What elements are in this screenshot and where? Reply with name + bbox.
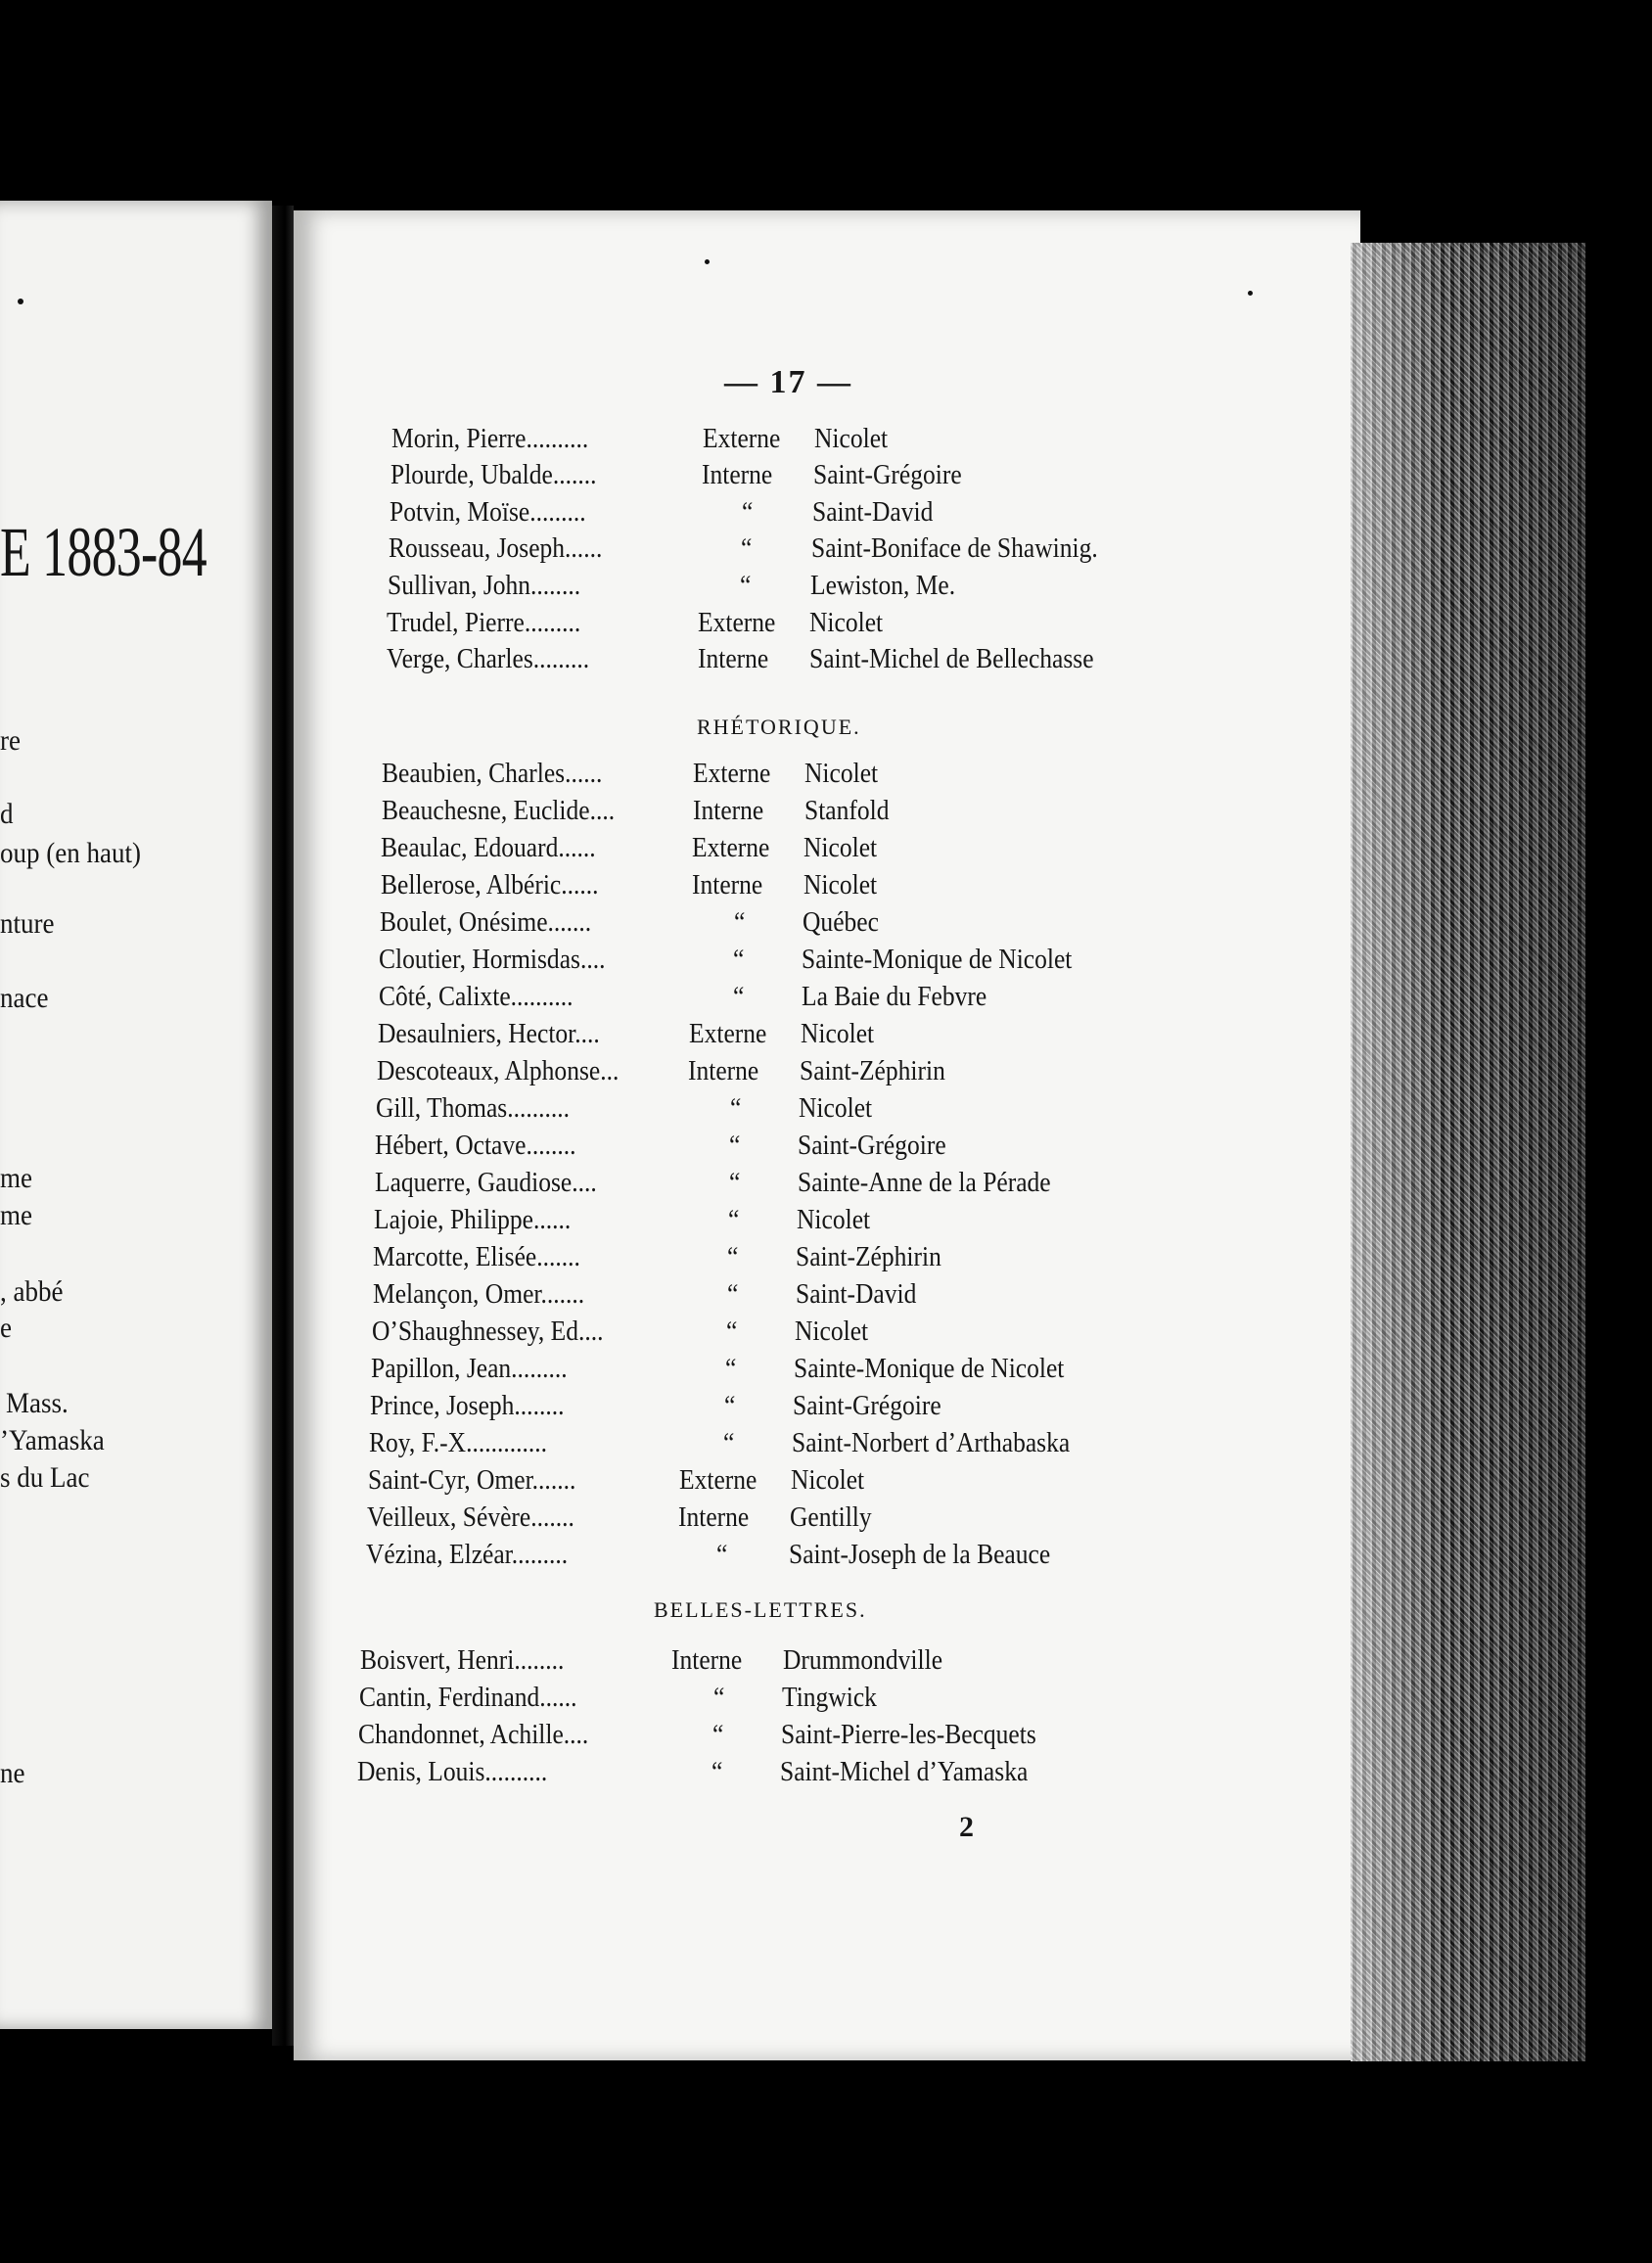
student-origin: Nicolet <box>795 1316 869 1347</box>
left-page-fragment: nace <box>0 982 49 1014</box>
student-origin: Nicolet <box>799 1092 873 1124</box>
student-status: “ <box>741 532 753 564</box>
left-page-fragment: nture <box>0 907 55 940</box>
student-origin: Québec <box>803 906 879 938</box>
left-page-fragment: , abbé <box>0 1275 64 1308</box>
student-name: Descoteaux, Alphonse... <box>377 1055 620 1086</box>
student-status: Externe <box>679 1464 757 1496</box>
student-status: “ <box>713 1682 725 1713</box>
student-name: Plourde, Ubalde....... <box>390 459 597 490</box>
student-status: Interne <box>671 1644 743 1676</box>
student-origin: Nicolet <box>791 1464 865 1496</box>
student-status: Interne <box>698 643 769 674</box>
student-status: “ <box>740 570 752 601</box>
section-heading: BELLES-LETTRES. <box>654 1597 867 1622</box>
student-origin: Saint-Michel de Bellechasse <box>809 643 1094 674</box>
student-name: Potvin, Moïse......... <box>390 496 586 528</box>
student-status: “ <box>730 1092 742 1124</box>
student-origin: Saint-Zéphirin <box>796 1241 941 1272</box>
student-name: Saint-Cyr, Omer....... <box>368 1464 576 1496</box>
student-status: Interne <box>692 869 763 901</box>
student-status: “ <box>725 1353 737 1384</box>
student-origin: Stanfold <box>804 795 890 826</box>
student-name: Beauchesne, Euclide.... <box>382 795 616 826</box>
student-origin: Tingwick <box>782 1682 877 1713</box>
student-origin: Drummondville <box>783 1644 943 1676</box>
left-page-fragment: Mass. <box>6 1387 69 1419</box>
student-status: “ <box>723 1427 735 1458</box>
student-origin: Sainte-Monique de Nicolet <box>802 944 1073 975</box>
student-status: Externe <box>689 1018 767 1049</box>
student-status: Interne <box>678 1501 750 1533</box>
student-origin: Nicolet <box>803 832 878 863</box>
student-name: Verge, Charles......... <box>387 643 590 674</box>
student-name: Papillon, Jean......... <box>371 1353 568 1384</box>
ink-speck <box>705 259 710 264</box>
student-status: “ <box>716 1539 728 1570</box>
student-status: Interne <box>688 1055 759 1086</box>
student-name: Beaubien, Charles...... <box>382 758 603 789</box>
student-origin: La Baie du Febvre <box>802 981 987 1012</box>
student-status: “ <box>729 1167 741 1198</box>
student-name: Trudel, Pierre......... <box>387 607 581 638</box>
student-name: Veilleux, Sévère....... <box>367 1501 574 1533</box>
section-heading: RHÉTORIQUE. <box>697 715 861 739</box>
student-status: “ <box>727 1278 739 1310</box>
left-page-fragment: ’Yamaska <box>0 1424 105 1456</box>
student-origin: Gentilly <box>790 1501 872 1533</box>
student-status: “ <box>724 1390 736 1421</box>
left-page-fragment: d <box>0 798 14 830</box>
student-name: O’Shaughnessey, Ed.... <box>372 1316 604 1347</box>
ink-speck <box>1248 291 1253 296</box>
student-name: Laquerre, Gaudiose.... <box>375 1167 597 1198</box>
student-name: Chandonnet, Achille.... <box>358 1719 589 1750</box>
left-page-fragment: e <box>0 1312 12 1344</box>
student-status: “ <box>733 981 745 1012</box>
student-status: “ <box>711 1756 723 1787</box>
student-name: Morin, Pierre.......... <box>391 423 589 454</box>
student-origin: Saint-Pierre-les-Becquets <box>781 1719 1036 1750</box>
student-origin: Saint-Grégoire <box>793 1390 941 1421</box>
student-name: Beaulac, Edouard...... <box>381 832 596 863</box>
student-status: Interne <box>693 795 764 826</box>
student-origin: Saint-Grégoire <box>798 1130 946 1161</box>
student-name: Côté, Calixte.......... <box>379 981 574 1012</box>
student-status: “ <box>726 1316 738 1347</box>
student-status: “ <box>733 944 745 975</box>
student-status: “ <box>729 1130 741 1161</box>
student-origin: Lewiston, Me. <box>810 570 956 601</box>
student-origin: Saint-Grégoire <box>813 459 962 490</box>
left-page-fragment: me <box>0 1162 32 1194</box>
student-name: Gill, Thomas.......... <box>376 1092 571 1124</box>
student-name: Lajoie, Philippe...... <box>374 1204 572 1235</box>
student-name: Marcotte, Elisée....... <box>373 1241 580 1272</box>
student-origin: Nicolet <box>797 1204 871 1235</box>
student-status: Externe <box>703 423 781 454</box>
student-name: Vézina, Elzéar......... <box>366 1539 569 1570</box>
student-status: Externe <box>692 832 770 863</box>
student-origin: Nicolet <box>801 1018 875 1049</box>
student-origin: Nicolet <box>809 607 884 638</box>
student-origin: Sainte-Monique de Nicolet <box>794 1353 1065 1384</box>
student-origin: Saint-David <box>796 1278 917 1310</box>
student-name: Cantin, Ferdinand...... <box>359 1682 577 1713</box>
ink-speck <box>18 299 23 304</box>
left-page-fragment: re <box>0 724 21 757</box>
student-name: Melançon, Omer....... <box>373 1278 585 1310</box>
student-name: Denis, Louis.......... <box>357 1756 548 1787</box>
student-origin: Saint-Joseph de la Beauce <box>789 1539 1051 1570</box>
student-origin: Saint-Boniface de Shawinig. <box>811 532 1098 564</box>
student-status: “ <box>712 1719 724 1750</box>
student-status: Externe <box>698 607 776 638</box>
book-gutter <box>272 206 294 2046</box>
student-name: Desaulniers, Hector.... <box>378 1018 600 1049</box>
student-name: Cloutier, Hormisdas.... <box>379 944 606 975</box>
left-page-fragment: oup (en haut) <box>0 837 141 869</box>
left-page <box>0 201 272 2029</box>
left-page-fragment: s du Lac <box>0 1461 90 1494</box>
page-number: — 17 — <box>724 364 852 400</box>
student-name: Hébert, Octave........ <box>375 1130 576 1161</box>
student-origin: Nicolet <box>814 423 889 454</box>
student-status: Interne <box>702 459 773 490</box>
student-name: Sullivan, John........ <box>388 570 581 601</box>
left-page-fragment: ne <box>0 1757 25 1789</box>
page-edges <box>1351 243 1585 2061</box>
left-page-title-fragment: E 1883-84 <box>0 513 206 591</box>
student-origin: Saint-David <box>812 496 934 528</box>
student-origin: Saint-Michel d’Yamaska <box>780 1756 1029 1787</box>
student-origin: Saint-Zéphirin <box>800 1055 945 1086</box>
student-status: Externe <box>693 758 771 789</box>
student-name: Rousseau, Joseph...... <box>389 532 603 564</box>
student-name: Bellerose, Albéric...... <box>381 869 599 901</box>
student-name: Roy, F.-X............. <box>369 1427 548 1458</box>
signature-mark: 2 <box>959 1811 974 1843</box>
left-page-fragment: me <box>0 1199 32 1231</box>
student-status: “ <box>734 906 746 938</box>
student-origin: Sainte-Anne de la Pérade <box>798 1167 1051 1198</box>
student-status: “ <box>728 1204 740 1235</box>
student-name: Prince, Joseph........ <box>370 1390 565 1421</box>
student-origin: Saint-Norbert d’Arthabaska <box>792 1427 1071 1458</box>
student-status: “ <box>742 496 754 528</box>
student-origin: Nicolet <box>804 758 879 789</box>
student-name: Boisvert, Henri........ <box>360 1644 565 1676</box>
student-status: “ <box>727 1241 739 1272</box>
student-origin: Nicolet <box>803 869 878 901</box>
student-name: Boulet, Onésime....... <box>380 906 592 938</box>
